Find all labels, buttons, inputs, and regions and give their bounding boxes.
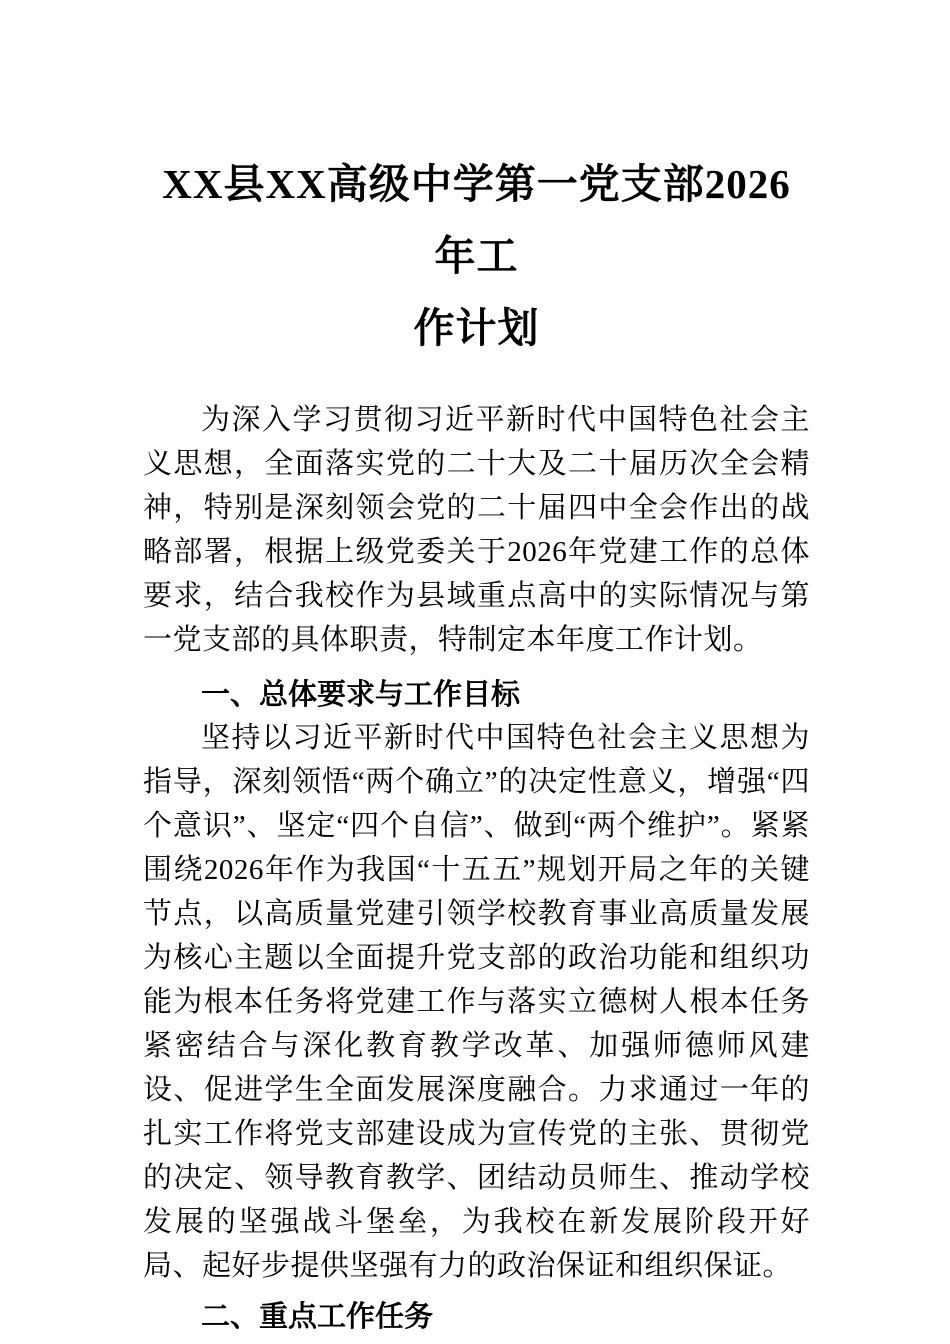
section-heading-1: 一、总体要求与工作目标 [201,677,521,711]
section-heading-2: 二、重点工作任务 [201,1299,434,1333]
paragraph-intro: 为深入学习贯彻习近平新时代中国特色社会主义思想，全面落实党的二十大及二十届历次全会精神，特别是深刻领会党的二十届四中全会作出的战略部署，根据上级党委关于2026年党建工作的总体要求，结合我校作为县域重点高中的实际情况与第一党支部的具体职责，特制定本年度工作计划。 [143,404,810,656]
document-title-line-2: 作计划 [413,305,540,351]
paragraph-section-1: 坚持以习近平新时代中国特色社会主义思想为指导，深刻领悟“两个确立”的决定性意义，增强“四个意识”、坚定“四个自信”、做到“两个维护”。紧紧围绕2026年作为我国“十五五”规划开局之年的关键节点，以高质量党建引领学校教育事业高质量发展为核心主题以全面提升党支部的政治功能和组织功能为根本任务将党建工作与落实立德树人根本任务紧密结合与深化教育教学改革、加强师德师风建设、促进学生全面发展深度融合。力求通过一年的扎实工作将党支部建设成为宣传党的主张、贯彻党的决定、领导教育教学、团结动员师生、推动学校发展的坚强战斗堡垒，为我校在新发展阶段开好局、起好步提供坚强有力的政治保证和组织保证。 [143,722,810,1282]
document-title-line-1: XX县XX高级中学第一党支部2026年工 [162,161,791,279]
document-title [143,148,810,364]
